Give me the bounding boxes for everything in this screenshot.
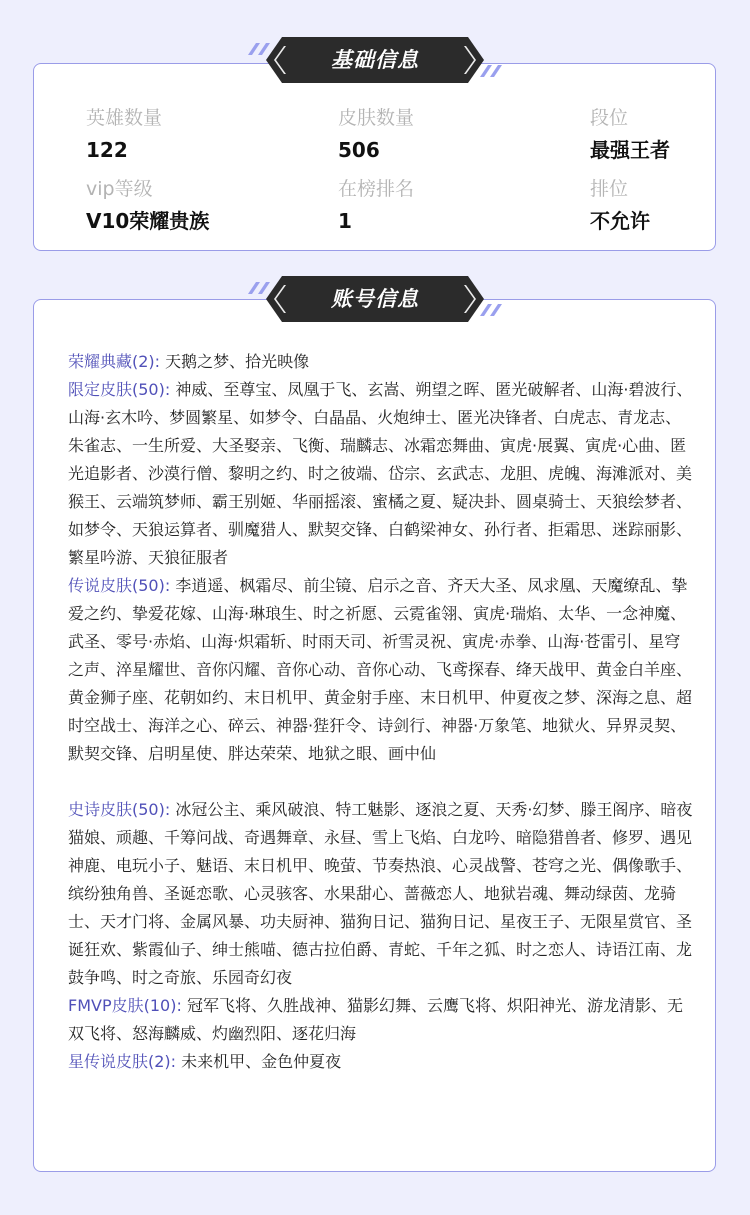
- category-name: 史诗皮肤(50):: [68, 800, 171, 819]
- category-items: 冠军飞将、久胜战神、猫影幻舞、云鹰飞将、炽阳神光、游龙清影、无双飞将、怒海麟威、灼幽烈阳、逐花归海: [68, 996, 683, 1043]
- stat-value: 最强王者: [590, 138, 670, 162]
- category-name: 传说皮肤(50):: [68, 576, 171, 595]
- category-items: 未来机甲、金色仲夏夜: [181, 1052, 342, 1071]
- basic-info-header: [246, 37, 504, 83]
- category-name: 星传说皮肤(2):: [68, 1052, 177, 1071]
- category-name: 荣耀典藏(2):: [68, 352, 161, 371]
- skin-category-epic: [68, 796, 693, 992]
- stat-label: vip等级: [86, 178, 153, 200]
- stat-leaderboard-rank: [338, 177, 414, 234]
- stat-label: 英雄数量: [86, 107, 163, 129]
- skin-category-limited: [68, 376, 693, 572]
- skin-category-star-legend: [68, 1048, 693, 1076]
- stat-vip-level: [86, 177, 209, 234]
- stat-value: 122: [86, 138, 128, 162]
- category-name: FMVP皮肤(10):: [68, 996, 182, 1015]
- stat-value: 1: [338, 209, 352, 233]
- stat-label: 排位: [590, 178, 629, 200]
- stat-label: 段位: [590, 107, 629, 129]
- stat-hero-count: [86, 106, 162, 163]
- skin-category-honor-collection: [68, 348, 693, 376]
- category-name: 限定皮肤(50):: [68, 380, 171, 399]
- stat-value: 不允许: [590, 209, 650, 233]
- skin-list: [68, 348, 693, 1076]
- skin-category-fmvp: [68, 992, 693, 1048]
- stat-skin-count: [338, 106, 414, 163]
- section-title: 基础信息: [331, 48, 419, 72]
- stat-rank-tier: [590, 106, 670, 163]
- stat-value: V10荣耀贵族: [86, 209, 210, 233]
- skin-category-legend: [68, 572, 693, 768]
- stat-value: 506: [338, 138, 380, 162]
- stat-label: 皮肤数量: [338, 107, 415, 129]
- category-items: 冰冠公主、乘风破浪、特工魅影、逐浪之夏、天秀·幻梦、滕王阁序、暗夜猫娘、顽趣、千筹问战、奇遇舞章、永昼、雪上飞焰、白龙吟、暗隐猎兽者、修罗、遇见神鹿、电玩小子、魅语、末日机甲、晚萤、节奏热浪、心灵战警、苍穹之光、偶像歌手、缤纷独角兽、圣诞恋歌、心灵骇客、水果甜心、蔷薇恋人、地狱岩魂、舞动绿茵、龙骑士、天才门将、金属风暴、功夫厨神、猫狗日记、猫狗日记、星夜王子、无限星赏官、圣诞狂欢、紫霞仙子、绅士熊喵、德古拉伯爵、青蛇、千年之狐、时之恋人、诗语江南、龙鼓争鸣、时之奇旅、乐园奇幻夜: [68, 800, 693, 987]
- category-items: 李逍遥、枫霜尽、前尘镜、启示之音、齐天大圣、凤求凰、天魔缭乱、挚爱之约、挚爱花嫁、山海·琳琅生、时之祈愿、云霓雀翎、寅虎·瑞焰、太华、一念神魔、武圣、零号·赤焰、山海·炽霜斩、时雨天司、祈雪灵祝、寅虎·赤拳、山海·苍雷引、星穹之声、淬星耀世、音你闪耀、音你心动、音你心动、飞鸢探春、绛天战甲、黄金白羊座、黄金狮子座、花朝如约、末日机甲、黄金射手座、末日机甲、仲夏夜之梦、深海之息、超时空战士、海洋之心、碎云、神器·狴犴令、诗剑行、神器·万象笔、地狱火、异界灵契、默契交锋、启明星使、胖达荣荣、地狱之眼、画中仙: [68, 576, 693, 763]
- category-items: 天鹅之梦、拾光映像: [165, 352, 310, 371]
- stat-label: 在榜排名: [338, 178, 415, 200]
- category-items: 神威、至尊宝、凤凰于飞、玄嵩、朔望之晖、匿光破解者、山海·碧波行、山海·玄木吟、梦圆繁星、如梦令、白晶晶、火炮绅士、匿光决锋者、白虎志、青龙志、朱雀志、一生所爱、大圣娶亲、飞衡、瑞麟志、冰霜恋舞曲、寅虎·展翼、寅虎·心曲、匿光追影者、沙漠行僧、黎明之约、时之彼端、岱宗、玄武志、龙胆、虎魄、海滩派对、美猴王、云端筑梦师、霸王别姬、华丽摇滚、蜜橘之夏、疑决卦、圆桌骑士、天狼绘梦者、如梦令、天狼运算者、驯魔猎人、默契交锋、白鹤梁神女、孙行者、拒霜思、迷踪丽影、繁星吟游、天狼征服者: [68, 380, 693, 567]
- section-title: 账号信息: [331, 287, 419, 311]
- stat-ranked-allowed: [590, 177, 650, 234]
- account-info-header: [246, 276, 504, 322]
